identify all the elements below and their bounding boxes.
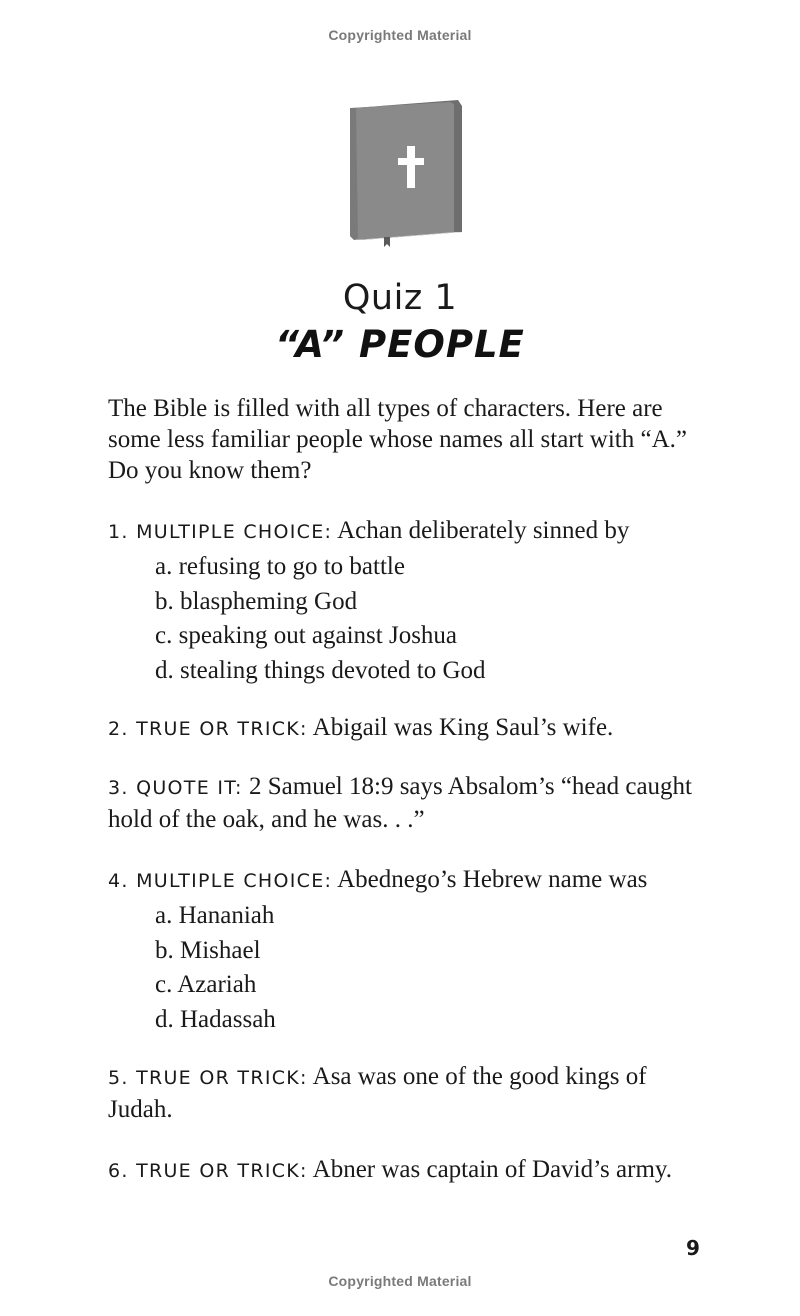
question-label: 1. MULTIPLE CHOICE:: [108, 521, 333, 543]
question-1: [108, 515, 713, 688]
question-6: [108, 1154, 713, 1187]
answer-options: [155, 550, 713, 688]
watermark-top: Copyrighted Material: [328, 27, 472, 43]
question-text: Abednego’s Hebrew name was: [332, 866, 648, 893]
quiz-subtitle: “A” PEOPLE: [275, 323, 525, 366]
question-label: 2. TRUE OR TRICK:: [108, 718, 308, 740]
question-5: [108, 1061, 713, 1125]
question-text: 2 Samuel 18:9 says Absalom’s “head caught hold of the oak, and he was. . .”: [108, 773, 692, 833]
watermark-bottom: Copyrighted Material: [328, 1273, 472, 1289]
question-text: Achan deliberately sinned by: [332, 517, 630, 544]
question-label: 6. TRUE OR TRICK:: [108, 1160, 308, 1182]
question-label: 5. TRUE OR TRICK:: [108, 1067, 308, 1089]
question-text: Asa was one of the good kings of Judah.: [108, 1063, 647, 1123]
answer-option: b. blaspheming God: [155, 587, 358, 615]
question-text: Abigail was King Saul’s wife.: [307, 714, 614, 741]
question-2: [108, 712, 713, 745]
answer-option: a. Hananiah: [155, 902, 275, 929]
question-label: 4. MULTIPLE CHOICE:: [108, 870, 333, 892]
answer-option: d. stealing things devoted to God: [155, 656, 486, 684]
quiz-title: Quiz 1: [342, 278, 458, 318]
question-label: 3. QUOTE IT:: [108, 777, 243, 799]
answer-option: c. speaking out against Joshua: [155, 622, 458, 649]
answer-option: b. Mishael: [155, 936, 261, 964]
question-4: [108, 864, 713, 1037]
question-3: [108, 771, 713, 835]
answer-option: c. Azariah: [155, 971, 257, 998]
answer-option: a. refusing to go to battle: [155, 553, 405, 580]
question-text: Abner was captain of David’s army.: [307, 1156, 673, 1183]
answer-options: [155, 899, 713, 1037]
answer-option: d. Hadassah: [155, 1005, 276, 1033]
intro-paragraph: The Bible is filled with all types of characters. Here are some less familiar people whose names all start with “A.” Do you know them?: [108, 395, 688, 484]
page-number: 9: [686, 1236, 700, 1260]
bible-with-cross-icon: [346, 94, 466, 248]
